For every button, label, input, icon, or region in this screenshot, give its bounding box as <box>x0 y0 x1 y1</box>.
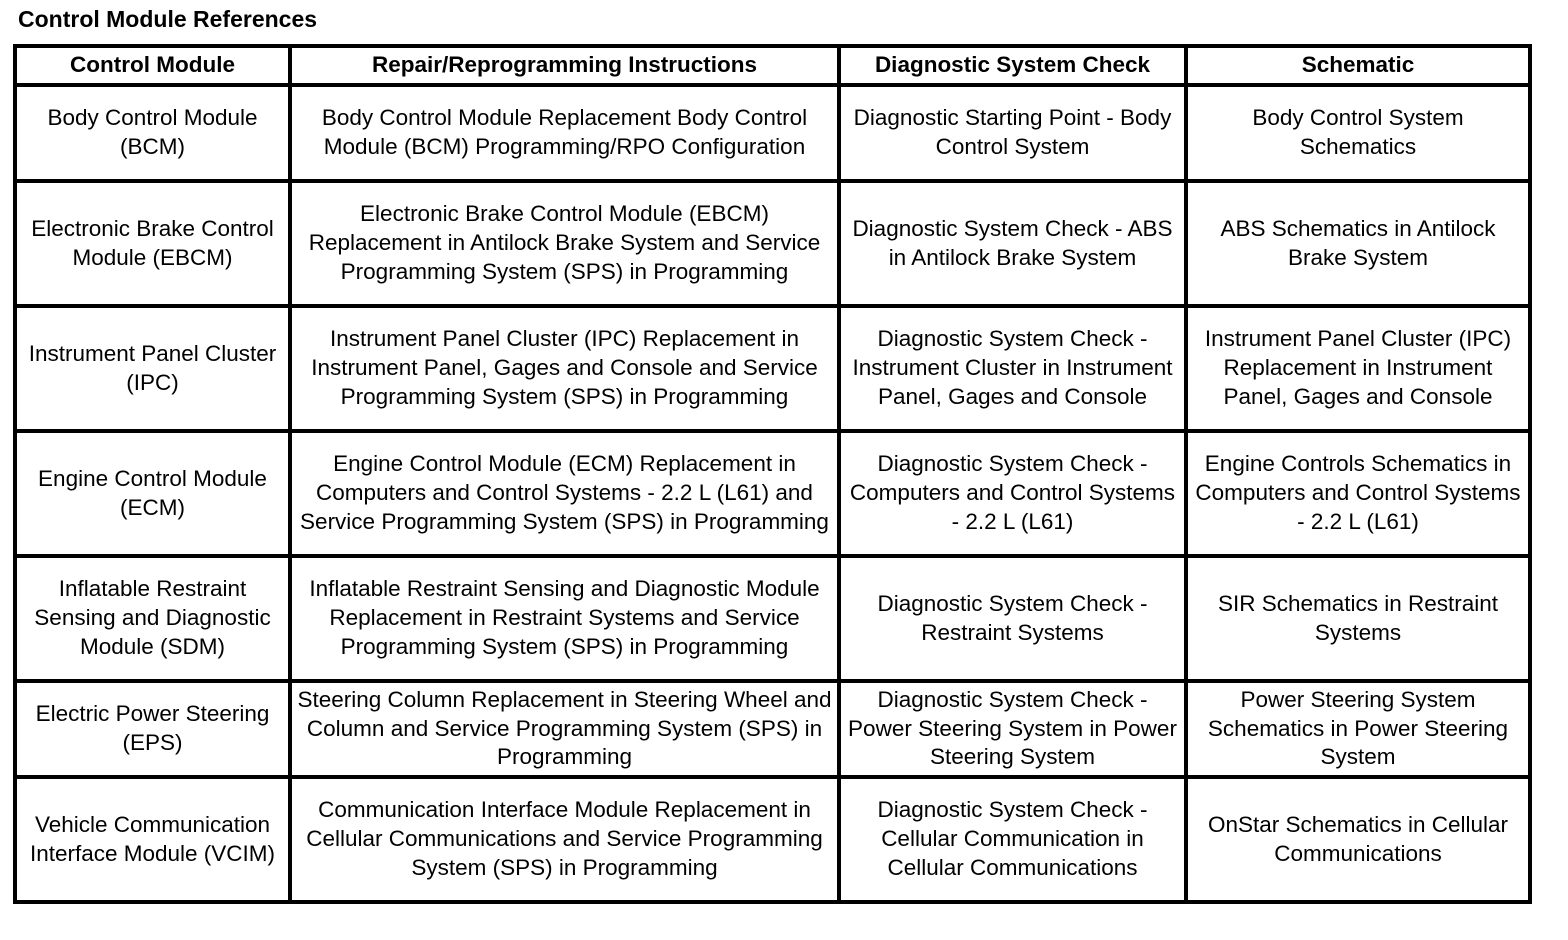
schematic-cell: SIR Schematics in Restraint Systems <box>1186 556 1530 681</box>
schematic-cell: Instrument Panel Cluster (IPC) Replacement in Instrument Panel, Gages and Console <box>1186 306 1530 431</box>
diagnostic-cell: Diagnostic System Check - Computers and Control Systems - 2.2 L (L61) <box>839 431 1186 556</box>
table-row <box>15 85 1530 181</box>
repair-cell: Inflatable Restraint Sensing and Diagnostic Module Replacement in Restraint Systems and Service Programming System (SPS) in Programming <box>290 556 839 681</box>
module-cell: Electronic Brake Control Module (EBCM) <box>15 181 290 306</box>
header-diagnostic-system-check: Diagnostic System Check <box>839 46 1186 85</box>
header-schematic: Schematic <box>1186 46 1530 85</box>
diagnostic-cell: Diagnostic System Check - Restraint Systems <box>839 556 1186 681</box>
schematic-cell: Engine Controls Schematics in Computers and Control Systems - 2.2 L (L61) <box>1186 431 1530 556</box>
table-row <box>15 681 1530 777</box>
repair-cell: Engine Control Module (ECM) Replacement in Computers and Control Systems - 2.2 L (L61) and Service Programming System (SPS) in Programming <box>290 431 839 556</box>
module-cell: Instrument Panel Cluster (IPC) <box>15 306 290 431</box>
control-module-references-table <box>13 44 1532 904</box>
schematic-cell: Body Control System Schematics <box>1186 85 1530 181</box>
header-control-module: Control Module <box>15 46 290 85</box>
schematic-cell: ABS Schematics in Antilock Brake System <box>1186 181 1530 306</box>
diagnostic-cell: Diagnostic System Check - ABS in Antilock Brake System <box>839 181 1186 306</box>
module-cell: Body Control Module (BCM) <box>15 85 290 181</box>
repair-cell: Instrument Panel Cluster (IPC) Replacement in Instrument Panel, Gages and Console and Service Programming System (SPS) in Programming <box>290 306 839 431</box>
module-cell: Electric Power Steering (EPS) <box>15 681 290 777</box>
repair-cell: Body Control Module Replacement Body Control Module (BCM) Programming/RPO Configuration <box>290 85 839 181</box>
table-row <box>15 306 1530 431</box>
schematic-cell: Power Steering System Schematics in Power Steering System <box>1186 681 1530 777</box>
repair-cell: Communication Interface Module Replacement in Cellular Communications and Service Programming System (SPS) in Programming <box>290 777 839 902</box>
page-title: Control Module References <box>18 6 318 32</box>
table-row <box>15 556 1530 681</box>
diagnostic-cell: Diagnostic System Check - Cellular Communication in Cellular Communications <box>839 777 1186 902</box>
table-row <box>15 431 1530 556</box>
module-cell: Inflatable Restraint Sensing and Diagnostic Module (SDM) <box>15 556 290 681</box>
repair-cell: Electronic Brake Control Module (EBCM) Replacement in Antilock Brake System and Service Programming System (SPS) in Programming <box>290 181 839 306</box>
table-row <box>15 181 1530 306</box>
table-row <box>15 777 1530 902</box>
module-cell: Engine Control Module (ECM) <box>15 431 290 556</box>
diagnostic-cell: Diagnostic Starting Point - Body Control System <box>839 85 1186 181</box>
header-repair-instructions: Repair/Reprogramming Instructions <box>290 46 839 85</box>
table-header-row <box>15 46 1530 85</box>
schematic-cell: OnStar Schematics in Cellular Communications <box>1186 777 1530 902</box>
diagnostic-cell: Diagnostic System Check - Instrument Cluster in Instrument Panel, Gages and Console <box>839 306 1186 431</box>
diagnostic-cell: Diagnostic System Check - Power Steering System in Power Steering System <box>839 681 1186 777</box>
module-cell: Vehicle Communication Interface Module (VCIM) <box>15 777 290 902</box>
repair-cell: Steering Column Replacement in Steering Wheel and Column and Service Programming System (SPS) in Programming <box>290 681 839 777</box>
